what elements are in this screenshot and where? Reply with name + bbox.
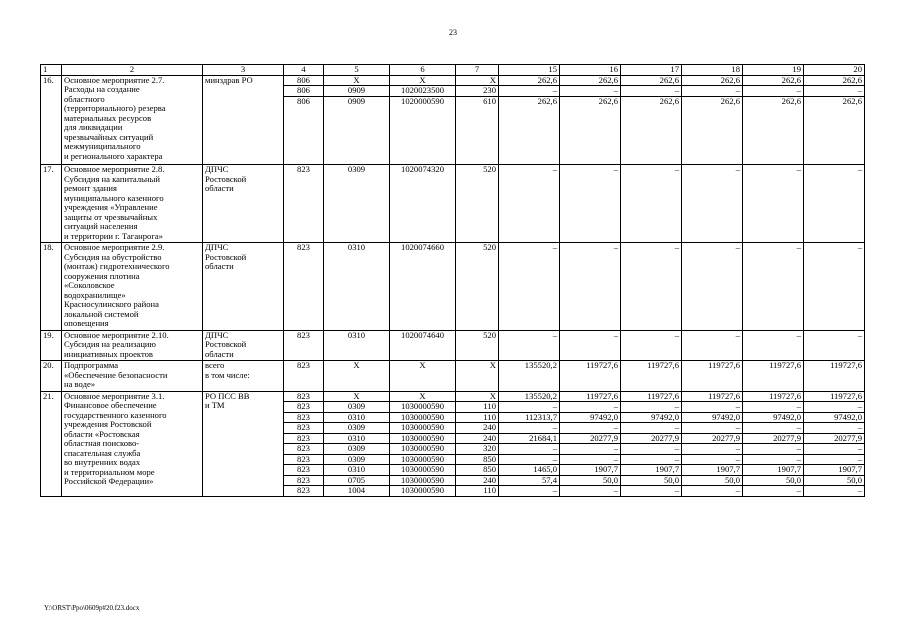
column-number-7: 7	[456, 65, 499, 76]
description-line: Субсидия на обустройство	[64, 251, 162, 262]
responsible-executor	[203, 330, 284, 361]
code-cell: 823	[284, 402, 324, 413]
description-line: инициативных проектов	[64, 348, 153, 359]
amount-cell: –	[621, 86, 682, 97]
description-line: и территории г. Таганрога»	[64, 230, 163, 241]
description-line: ремонт здания	[64, 183, 117, 193]
description-line: Основное мероприятие 2.7.	[64, 75, 165, 85]
code-cell: 1020000590	[390, 96, 456, 165]
description-line: учреждения Ростовской	[64, 419, 152, 429]
code-cell: 110	[456, 402, 499, 413]
row-number: 20.	[41, 361, 62, 392]
column-number-6: 6	[390, 65, 456, 76]
code-cell: X	[324, 391, 390, 402]
amount-cell: –	[743, 402, 804, 413]
amount-cell: –	[682, 444, 743, 455]
row-number: 17.	[41, 165, 62, 243]
table-row	[41, 75, 865, 86]
code-cell: 823	[284, 243, 324, 331]
code-cell: 823	[284, 423, 324, 434]
column-number-4: 4	[284, 65, 324, 76]
amount-cell: –	[621, 330, 682, 361]
amount-cell: –	[560, 330, 621, 361]
amount-cell: 50,0	[743, 475, 804, 486]
table-row	[41, 391, 865, 402]
executor-line: Ростовской	[205, 339, 247, 349]
description-line: Подпрограмма	[64, 360, 119, 370]
amount-cell: 21684,1	[499, 433, 560, 444]
column-number-2: 2	[62, 65, 203, 76]
table-row	[41, 243, 865, 331]
executor-line: ДПЧС	[205, 242, 229, 252]
amount-cell: 262,6	[560, 75, 621, 86]
amount-cell: 262,6	[499, 96, 560, 165]
code-cell: 823	[284, 391, 324, 402]
executor-line: и ТМ	[205, 400, 225, 410]
amount-cell: 50,0	[682, 475, 743, 486]
description-line: ситуаций населения	[64, 221, 138, 231]
table-row	[41, 330, 865, 361]
column-number-9: 16	[560, 65, 621, 76]
measure-description	[62, 165, 203, 243]
amount-cell: 97492,0	[743, 412, 804, 423]
code-cell: 1020074640	[390, 330, 456, 361]
description-line: области «Ростовская	[64, 428, 140, 439]
description-line: Расходы на создание	[64, 84, 140, 94]
amount-cell: –	[682, 330, 743, 361]
code-cell: 110	[456, 412, 499, 423]
amount-cell: 1465,0	[499, 465, 560, 476]
code-cell: 0310	[324, 465, 390, 476]
amount-cell: –	[804, 402, 865, 413]
amount-cell: 50,0	[804, 475, 865, 486]
code-cell: 806	[284, 75, 324, 86]
amount-cell: 262,6	[804, 96, 865, 165]
amount-cell: –	[560, 444, 621, 455]
code-cell: 823	[284, 465, 324, 476]
amount-cell: –	[804, 330, 865, 361]
amount-cell: 1907,7	[743, 465, 804, 476]
code-cell: 823	[284, 330, 324, 361]
code-cell: 1030000590	[390, 444, 456, 455]
amount-cell: –	[560, 243, 621, 331]
row-number: 16.	[41, 75, 62, 165]
code-cell: X	[324, 75, 390, 86]
amount-cell: 262,6	[743, 96, 804, 165]
amount-cell: 119727,6	[621, 391, 682, 402]
description-line: Субсидия на реализацию	[64, 339, 156, 349]
executor-line: области	[205, 261, 234, 271]
amount-cell: 262,6	[804, 75, 865, 86]
table-row	[41, 165, 865, 243]
amount-cell: 1907,7	[621, 465, 682, 476]
column-number-13: 20	[804, 65, 865, 76]
amount-cell: 262,6	[743, 75, 804, 86]
description-line: локальной системой	[64, 308, 139, 319]
description-line: учреждения «Управление	[64, 202, 158, 212]
code-cell: 823	[284, 454, 324, 465]
description-line: спасательная служба	[64, 447, 141, 458]
executor-line: ДПЧС	[205, 330, 229, 340]
amount-cell: –	[499, 86, 560, 97]
code-cell: 1030000590	[390, 412, 456, 423]
code-cell: 1030000590	[390, 486, 456, 497]
description-line: во внутренних водах	[64, 457, 141, 467]
amount-cell: –	[804, 423, 865, 434]
amount-cell: 119727,6	[804, 391, 865, 402]
code-cell: 240	[456, 423, 499, 434]
amount-cell: –	[743, 86, 804, 97]
amount-cell: 97492,0	[804, 412, 865, 423]
amount-cell: 262,6	[682, 75, 743, 86]
description-line: межмуниципального	[64, 141, 141, 151]
amount-cell: –	[682, 402, 743, 413]
column-number-1: 1	[41, 65, 62, 76]
description-line: Основное мероприятие 3.1.	[64, 391, 165, 401]
budget-table	[40, 64, 865, 497]
amount-cell: –	[743, 454, 804, 465]
amount-cell: 119727,6	[621, 361, 682, 392]
amount-cell: 135520,2	[499, 361, 560, 392]
amount-cell: –	[682, 165, 743, 243]
description-line: оповещения	[64, 318, 109, 328]
description-line: «Соколовское	[64, 280, 115, 290]
code-cell: 1030000590	[390, 475, 456, 486]
amount-cell: 20277,9	[743, 433, 804, 444]
amount-cell: 119727,6	[743, 391, 804, 402]
amount-cell: –	[804, 486, 865, 497]
amount-cell: –	[682, 423, 743, 434]
executor-line: Ростовской	[205, 251, 247, 262]
amount-cell: 119727,6	[560, 391, 621, 402]
code-cell: X	[390, 75, 456, 86]
amount-cell: 262,6	[621, 75, 682, 86]
amount-cell: –	[499, 243, 560, 331]
code-cell: 320	[456, 444, 499, 455]
responsible-executor	[203, 75, 284, 165]
amount-cell: –	[499, 402, 560, 413]
code-cell: X	[456, 361, 499, 392]
amount-cell: 97492,0	[682, 412, 743, 423]
code-cell: 1020074320	[390, 165, 456, 243]
column-number-5: 5	[324, 65, 390, 76]
code-cell: 0309	[324, 402, 390, 413]
amount-cell: 135520,2	[499, 391, 560, 402]
description-line: областного	[64, 93, 105, 104]
code-cell: 1030000590	[390, 423, 456, 434]
amount-cell: –	[804, 454, 865, 465]
description-line: (территориального) резерва	[64, 103, 166, 113]
code-cell: 823	[284, 412, 324, 423]
row-number: 18.	[41, 243, 62, 331]
column-number-8: 15	[499, 65, 560, 76]
executor-line: области	[205, 183, 234, 193]
amount-cell: 112313,7	[499, 412, 560, 423]
code-cell: X	[456, 75, 499, 86]
executor-line: области	[205, 348, 234, 359]
amount-cell: 262,6	[560, 96, 621, 165]
amount-cell: –	[560, 165, 621, 243]
description-line: государственного казенного	[64, 409, 167, 420]
code-cell: 823	[284, 361, 324, 392]
code-cell: 240	[456, 475, 499, 486]
column-number-12: 19	[743, 65, 804, 76]
amount-cell: 57,4	[499, 475, 560, 486]
description-line: Российской Федерации»	[64, 476, 154, 486]
amount-cell: 50,0	[560, 475, 621, 486]
amount-cell: –	[743, 165, 804, 243]
executor-line: Ростовской	[205, 173, 247, 184]
code-cell: 520	[456, 330, 499, 361]
code-cell: 1020074660	[390, 243, 456, 331]
description-line: чрезвычайных ситуаций	[64, 131, 154, 142]
code-cell: 610	[456, 96, 499, 165]
code-cell: 0309	[324, 423, 390, 434]
code-cell: X	[390, 391, 456, 402]
row-number: 19.	[41, 330, 62, 361]
code-cell: 520	[456, 165, 499, 243]
header-row	[41, 65, 865, 76]
code-cell: 0310	[324, 433, 390, 444]
code-cell: 1020023500	[390, 86, 456, 97]
code-cell: 850	[456, 465, 499, 476]
amount-cell: –	[560, 423, 621, 434]
executor-line: в том числе:	[205, 369, 250, 380]
amount-cell: –	[743, 423, 804, 434]
code-cell: 823	[284, 475, 324, 486]
amount-cell: –	[560, 454, 621, 465]
amount-cell: 97492,0	[621, 412, 682, 423]
amount-cell: –	[621, 243, 682, 331]
responsible-executor	[203, 391, 284, 496]
amount-cell: –	[560, 402, 621, 413]
description-line: Основное мероприятие 2.8.	[64, 164, 165, 174]
footer-file-path: Y:\ORST\Ppo\0609p#20.f23.docx	[44, 604, 140, 612]
page-number: 23	[449, 28, 457, 37]
description-line: материальных ресурсов	[64, 112, 152, 123]
code-cell: 0309	[324, 454, 390, 465]
code-cell: 823	[284, 444, 324, 455]
amount-cell: 1907,7	[560, 465, 621, 476]
amount-cell: 262,6	[682, 96, 743, 165]
column-number-10: 17	[621, 65, 682, 76]
description-line: и территориальном море	[64, 466, 155, 477]
amount-cell: 119727,6	[560, 361, 621, 392]
code-cell: 1030000590	[390, 402, 456, 413]
amount-cell: –	[743, 486, 804, 497]
column-number-11: 18	[682, 65, 743, 76]
description-line: Субсидия на капитальный	[64, 173, 160, 184]
amount-cell: 20277,9	[804, 433, 865, 444]
amount-cell: –	[804, 243, 865, 331]
amount-cell: –	[682, 486, 743, 497]
amount-cell: –	[804, 86, 865, 97]
amount-cell: –	[499, 165, 560, 243]
amount-cell: 119727,6	[743, 361, 804, 392]
code-cell: 850	[456, 454, 499, 465]
code-cell: 1004	[324, 486, 390, 497]
code-cell: 806	[284, 96, 324, 165]
amount-cell: –	[621, 454, 682, 465]
amount-cell: –	[621, 402, 682, 413]
code-cell: 806	[284, 86, 324, 97]
amount-cell: 20277,9	[682, 433, 743, 444]
code-cell: 0310	[324, 330, 390, 361]
amount-cell: –	[499, 330, 560, 361]
measure-description	[62, 75, 203, 165]
code-cell: 0310	[324, 412, 390, 423]
amount-cell: 119727,6	[682, 361, 743, 392]
description-line: Основное мероприятие 2.9.	[64, 242, 165, 252]
executor-line: РО ПСС ВВ	[205, 391, 250, 401]
executor-line: всего	[205, 360, 225, 370]
description-line: водохранилище»	[64, 289, 126, 300]
code-cell: 1030000590	[390, 454, 456, 465]
column-number-3: 3	[203, 65, 284, 76]
code-cell: X	[390, 361, 456, 392]
amount-cell: 20277,9	[621, 433, 682, 444]
amount-cell: –	[621, 423, 682, 434]
amount-cell: 1907,7	[804, 465, 865, 476]
code-cell: 110	[456, 486, 499, 497]
amount-cell: 262,6	[621, 96, 682, 165]
code-cell: 1030000590	[390, 433, 456, 444]
description-line: Основное мероприятие 2.10.	[64, 330, 169, 340]
amount-cell: 20277,9	[560, 433, 621, 444]
amount-cell: –	[560, 86, 621, 97]
code-cell: 230	[456, 86, 499, 97]
code-cell: 823	[284, 486, 324, 497]
amount-cell: –	[621, 444, 682, 455]
code-cell: 823	[284, 165, 324, 243]
amount-cell: 97492,0	[560, 412, 621, 423]
description-line: Красносулинского района	[64, 299, 159, 309]
executor-line: минздрав РО	[205, 75, 253, 85]
description-line: (монтаж) гидротехнического	[64, 261, 170, 271]
amount-cell: –	[560, 486, 621, 497]
amount-cell: –	[499, 486, 560, 497]
executor-line: ДПЧС	[205, 164, 229, 174]
code-cell: 520	[456, 243, 499, 331]
description-line: для ликвидации	[64, 122, 123, 132]
amount-cell: –	[682, 454, 743, 465]
amount-cell: –	[499, 423, 560, 434]
code-cell: 240	[456, 433, 499, 444]
code-cell: 0309	[324, 444, 390, 455]
code-cell: X	[456, 391, 499, 402]
code-cell: 0309	[324, 165, 390, 243]
responsible-executor	[203, 361, 284, 392]
measure-description	[62, 361, 203, 392]
description-line: муниципального казенного	[64, 192, 164, 203]
amount-cell: –	[743, 243, 804, 331]
amount-cell: –	[804, 444, 865, 455]
description-line: «Обеспечение безопасности	[64, 369, 168, 380]
amount-cell: 1907,7	[682, 465, 743, 476]
description-line: Финансовое обеспечение	[64, 400, 157, 410]
row-number: 21.	[41, 391, 62, 496]
description-line: и регионального характера	[64, 150, 163, 161]
description-line: сооружения плотина	[64, 270, 140, 281]
amount-cell: –	[621, 165, 682, 243]
code-cell: 0909	[324, 86, 390, 97]
amount-cell: 262,6	[499, 75, 560, 86]
amount-cell: –	[743, 330, 804, 361]
description-line: защиты от чрезвычайных	[64, 211, 158, 222]
amount-cell: –	[804, 165, 865, 243]
code-cell: 0310	[324, 243, 390, 331]
code-cell: 1030000590	[390, 465, 456, 476]
code-cell: X	[324, 361, 390, 392]
measure-description	[62, 243, 203, 331]
responsible-executor	[203, 243, 284, 331]
measure-description	[62, 330, 203, 361]
description-line: на воде»	[64, 379, 96, 389]
code-cell: 0705	[324, 475, 390, 486]
amount-cell: –	[499, 444, 560, 455]
amount-cell: –	[743, 444, 804, 455]
responsible-executor	[203, 165, 284, 243]
amount-cell: –	[621, 486, 682, 497]
measure-description	[62, 391, 203, 496]
amount-cell: 119727,6	[804, 361, 865, 392]
amount-cell: 50,0	[621, 475, 682, 486]
table-row	[41, 361, 865, 392]
amount-cell: –	[682, 243, 743, 331]
amount-cell: –	[499, 454, 560, 465]
amount-cell: –	[682, 86, 743, 97]
amount-cell: 119727,6	[682, 391, 743, 402]
code-cell: 0909	[324, 96, 390, 165]
code-cell: 823	[284, 433, 324, 444]
description-line: областная поисково-	[64, 438, 140, 448]
